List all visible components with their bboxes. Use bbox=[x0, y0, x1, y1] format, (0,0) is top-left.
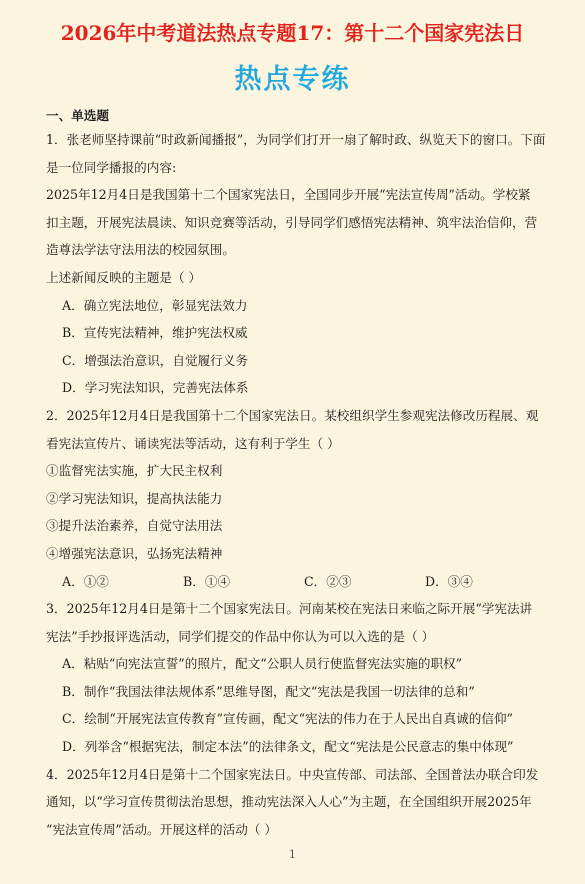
question-2-statement-2: ②学习宪法知识，提高执法能力 bbox=[46, 490, 223, 506]
question-2-choice-b: B．①④ bbox=[183, 573, 231, 589]
question-3-option-d: D．列举含“根据宪法，制定本法”的法律条文，配文“宪法是公民意志的集中体现” bbox=[62, 739, 514, 755]
page-title: 2026年中考道法热点专题17：第十二个国家宪法日 bbox=[60, 21, 525, 45]
question-3-option-a: A．粘贴“向宪法宣誓”的照片，配文“公职人员行使监督宪法实施的职权” bbox=[62, 656, 463, 672]
question-1-line: 2025年12月4日是我国第十二个国家宪法日，全国同步开展“宪法宣传周”活动。学校紧 bbox=[46, 187, 531, 203]
question-1-option-b: B．宣传宪法精神，维护宪法权威 bbox=[62, 325, 248, 341]
page-number: 1 bbox=[289, 848, 296, 861]
question-1-line: 造尊法学法守法用法的校园氛围。 bbox=[46, 242, 235, 258]
question-1-line: 1．张老师坚持课前“时政新闻播报”，为同学们打开一扇了解时政、纵览天下的窗口。下面 bbox=[46, 132, 546, 147]
question-3-line: 3．2025年12月4日是第十二个国家宪法日。河南某校在宪法日来临之际开展“学宪法讲 bbox=[46, 601, 533, 617]
page-subtitle: 热点专练 bbox=[234, 64, 351, 95]
question-3 bbox=[46, 595, 546, 761]
question-4-line: 4．2025年12月4日是第十二个国家宪法日。中央宣传部、司法部、全国普法办联合印发 bbox=[46, 766, 539, 782]
question-2-statement-3: ③提升法治素养，自觉守法用法 bbox=[46, 518, 223, 534]
question-1-option-a: A．确立宪法地位，彰显宪法效力 bbox=[62, 297, 248, 313]
question-3-option-b: B．制作“我国法律法规体系”思维导图，配文“宪法是我国一切法律的总和” bbox=[62, 683, 475, 699]
section-heading: 一、单选题 bbox=[46, 108, 109, 123]
question-2-statement-1: ①监督宪法实施，扩大民主权利 bbox=[46, 463, 223, 479]
question-2-line: 2．2025年12月4日是我国第十二个国家宪法日。某校组织学生参观宪法修改历程展、观 bbox=[46, 407, 539, 423]
question-3-option-c: C．绘制“开展宪法宣传教育”宣传画，配文“宪法的伟力在于人民出自真诚的信仰” bbox=[62, 711, 513, 727]
question-1-option-d: D．学习宪法知识，完善宪法体系 bbox=[62, 380, 249, 396]
question-1-line: 是一位同学播报的内容: bbox=[46, 159, 177, 175]
question-2-choice-c: C．②③ bbox=[304, 573, 352, 589]
question-1-line: 扣主题，开展宪法晨读、知识竞赛等活动，引导同学们感悟宪法精神、筑牢法治信仰，营 bbox=[46, 214, 538, 230]
question-4-line: “宪法宣传周”活动。开展这样的活动（ ） bbox=[46, 821, 277, 837]
question-2-choices bbox=[46, 568, 546, 596]
question-2-statement-4: ④增强宪法意识，弘扬宪法精神 bbox=[46, 545, 223, 561]
question-2 bbox=[46, 402, 546, 595]
question-content bbox=[46, 106, 546, 843]
question-2-line: 看宪法宣传片、诵读宪法等活动，这有利于学生（ ） bbox=[46, 435, 340, 451]
question-4 bbox=[46, 761, 546, 844]
question-4-line: 通知，以“学习宣传贯彻法治思想，推动宪法深入人心”为主题，在全国组织开展2025年 bbox=[46, 794, 532, 810]
question-1 bbox=[46, 126, 546, 402]
question-3-line: 宪法”手抄报评选活动，同学们提交的作品中你认为可以入选的是（ ） bbox=[46, 628, 435, 644]
question-1-line: 上述新闻反映的主题是（ ） bbox=[46, 269, 202, 285]
question-2-choice-a: A．①② bbox=[62, 573, 109, 589]
question-1-option-c: C．增强法治意识，自觉履行义务 bbox=[62, 352, 248, 368]
question-2-choice-d: D．③④ bbox=[425, 573, 473, 589]
